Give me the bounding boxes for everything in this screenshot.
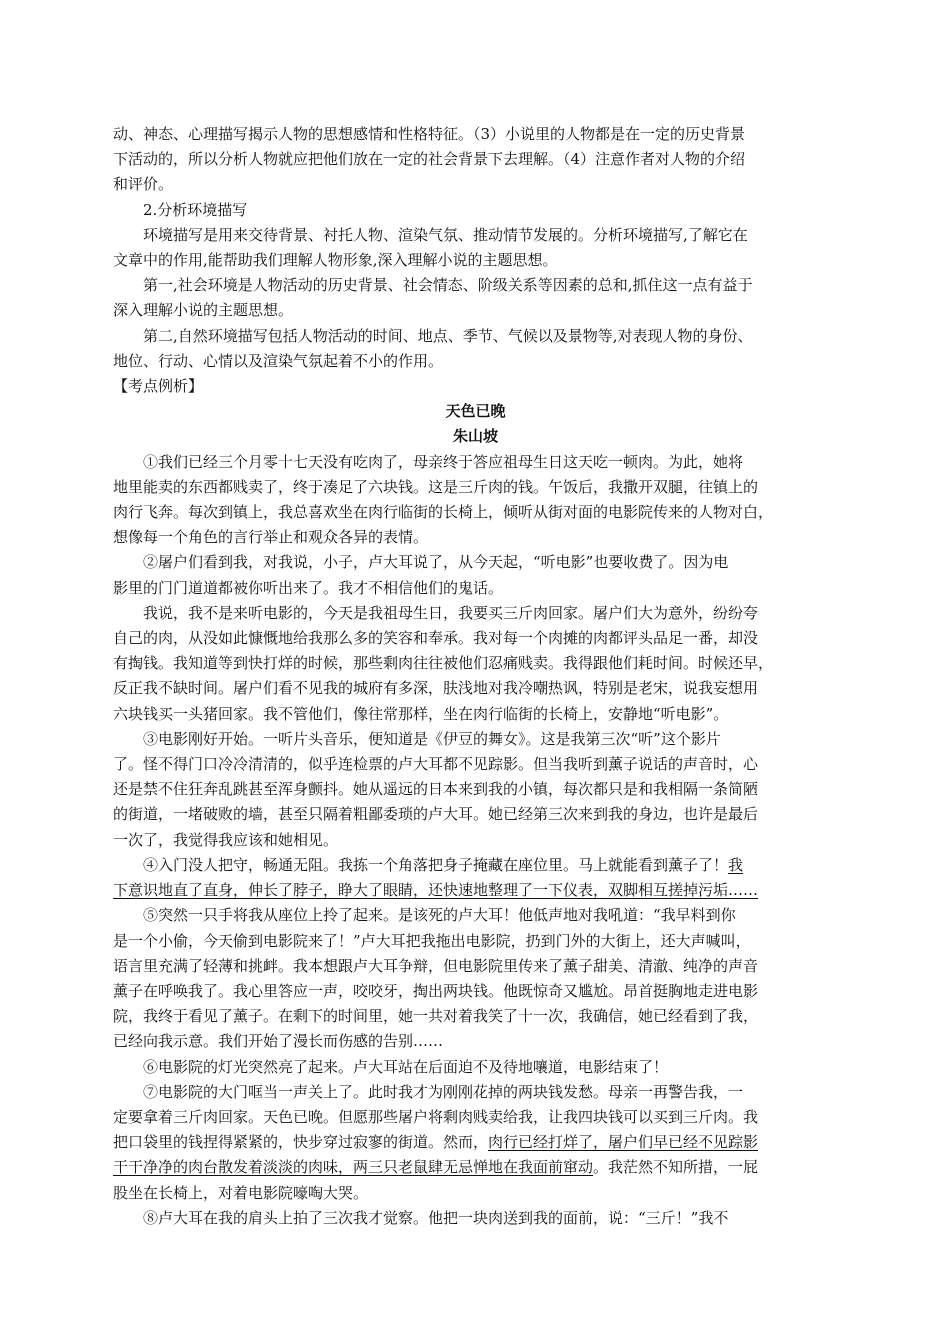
- story-line: ②屠户们看到我，对我说，小子，卢大耳说了，从今天起，“听电影”也要收费了。因为电: [143, 553, 729, 572]
- env-paragraph-line: 第一,社会环境是人物活动的历史背景、社会情态、阶级关系等因素的总和,抓住这一点有益于: [143, 276, 753, 295]
- story-line: 是一个小偷，今天偷到电影院来了！”卢大耳把我拖出电影院，扔到门外的大街上，还大声喊叫，: [113, 931, 751, 950]
- story-line: 已经向我示意。我们开始了漫长而伤感的告别……: [113, 1032, 444, 1051]
- intro-line: 下活动的，所以分析人物就应把他们放在一定的社会背景下去理解。（4）注意作者对人物的介绍: [113, 150, 746, 169]
- document-page: [113, 122, 838, 1231]
- section-label: 【考点例析】: [113, 377, 204, 396]
- intro-line: 和评价。: [113, 175, 174, 194]
- story-text: 把口袋里的钱捏得紧紧的，快步穿过寂寥的街道。然而，: [113, 1133, 489, 1152]
- story-line: 一次了，我觉得我应该和她相见。: [113, 830, 339, 849]
- story-line: [113, 1130, 838, 1155]
- underlined-text: 我: [728, 855, 744, 874]
- story-line: 的街道，一堵破败的墙，甚至只隔着粗鄙委琐的卢大耳。她已经第三次来到我的身边，也许是最后: [113, 805, 759, 824]
- story-line: 反正我不缺时间。屠户们看不见我的城府有多深，肤浅地对我冷嘲热讽，特别是老宋，说我妄想用: [113, 679, 759, 698]
- story-line: [113, 878, 838, 903]
- story-line: 有掏钱。我知道等到快打烊的时候，那些剩肉往往被他们忍痛贱卖。我得跟他们耗时间。时候还早，: [113, 654, 774, 673]
- story-line: 六块钱买一头猪回家。我不管他们，像往常那样，坐在肉行临街的长椅上，安静地“听电影”。: [113, 704, 729, 723]
- story-line: [113, 1155, 838, 1180]
- story-text: ④入门没人把守，畅通无阻。我拣一个角落把身子掩藏在座位里。马上就能看到薰子了！: [143, 855, 729, 874]
- env-paragraph-line: 环境描写是用来交待背景、衬托人物、渲染气氛、推动情节发展的。分析环境描写,了解它在: [143, 225, 748, 244]
- story-line: 肉行飞奔。每次到镇上，我总喜欢坐在肉行临街的长椅上，倾听从街对面的电影院传来的人物对白，: [113, 503, 774, 522]
- story-line: 院，我终于看见了薰子。在剩下的时间里，她一共对着我笑了十一次，我确信，她已经看到了我，: [113, 1007, 759, 1026]
- intro-line: 动、神态、心理描写揭示人物的思想感情和性格特征。（3）小说里的人物都是在一定的历史背景: [113, 125, 746, 143]
- story-title: 天色已晚: [445, 402, 506, 421]
- story-line: ①我们已经三个月零十七天没有吃肉了，母亲终于答应祖母生日这天吃一顿肉。为此，她将: [143, 452, 744, 471]
- env-paragraph-line: 文章中的作用,能帮助我们理解人物形象,深入理解小说的主题思想。: [113, 251, 558, 270]
- underlined-text: 下意识地直了直身，伸长了脖子，睁大了眼睛，还快速地整理了一下仪表，双脚相互搓掉污垢……: [113, 881, 759, 900]
- story-text: 。我茫然不知所措，一屁: [593, 1158, 759, 1177]
- story-line: ⑤突然一只手将我从座位上拎了起来。是该死的卢大耳！他低声地对我吼道：“我早料到你: [143, 906, 736, 925]
- underlined-text: 干干净净的肉台散发着淡淡的肉味，两三只老鼠肆无忌惮地在我面前窜动: [113, 1158, 594, 1177]
- env-paragraph-line: 第二,自然环境描写包括人物活动的时间、地点、季节、气候以及景物等,对表现人物的身份、: [143, 326, 753, 345]
- story-line: 语言里充满了轻薄和挑衅。我本想跟卢大耳争辩，但电影院里传来了薰子甜美、清澈、纯净的声音: [113, 956, 759, 975]
- story-line: ⑦电影院的大门哐当一声关上了。此时我才为刚刚花掉的两块钱发愁。母亲一再警告我，一: [143, 1082, 744, 1101]
- story-line: 薰子在呼唤我了。我心里答应一声，咬咬牙，掏出两块钱。他既惊奇又尴尬。昂首挺胸地走进电影: [113, 981, 759, 1000]
- story-line: 我说，我不是来听电影的，今天是我祖母生日，我要买三斤肉回家。屠户们大为意外，纷纷夸: [143, 603, 759, 622]
- env-heading: 2.分析环境描写: [143, 200, 248, 219]
- story-line: 影里的门门道道都被你听出来了。我才不相信他们的鬼话。: [113, 578, 504, 597]
- story-line: 股坐在长椅上，对着电影院嚎啕大哭。: [113, 1183, 369, 1202]
- story-line: 了。怪不得门口冷冷清清的，似乎连检票的卢大耳都不见踪影。但当我听到薰子说话的声音时，心: [113, 755, 759, 774]
- story-line: 还是禁不住狂奔乱跳甚至浑身颤抖。她从遥远的日本来到我的小镇，每次都只是和我相隔一条简陋: [113, 780, 759, 799]
- underlined-text: 肉行已经打烊了，屠户们早已经不见踪影: [488, 1133, 759, 1152]
- story-line: ⑥电影院的灯光突然亮了起来。卢大耳站在后面迫不及待地嚷道，电影结束了！: [143, 1057, 669, 1076]
- story-line: [113, 853, 838, 878]
- story-line: 想像每一个角色的言行举止和观众各异的表情。: [113, 528, 429, 547]
- story-line: ⑧卢大耳在我的肩头上拍了三次我才觉察。他把一块肉送到我的面前，说：“三斤！”我不: [143, 1208, 729, 1227]
- env-paragraph-line: 深入理解小说的主题思想。: [113, 301, 294, 320]
- story-line: 自己的肉，从没如此慷慨地给我那么多的笑容和奉承。我对每一个肉摊的肉都评头品足一番，却没: [113, 629, 759, 648]
- story-line: ③电影刚好开始。一听片头音乐，便知道是《伊豆的舞女》。这是我第三次“听”这个影片: [143, 729, 721, 748]
- env-paragraph-line: 地位、行动、心情以及渲染气氛起着不小的作用。: [113, 351, 444, 370]
- story-author: 朱山坡: [452, 427, 498, 446]
- story-line: 地里能卖的东西都贱卖了，终于凑足了六块钱。这是三斤肉的钱。午饭后，我撒开双腿，往镇上的: [113, 477, 759, 496]
- story-line: 定要拿着三斤肉回家。天色已晚。但愿那些屠户将剩肉贱卖给我，让我四块钱可以买到三斤肉。我: [113, 1107, 759, 1126]
